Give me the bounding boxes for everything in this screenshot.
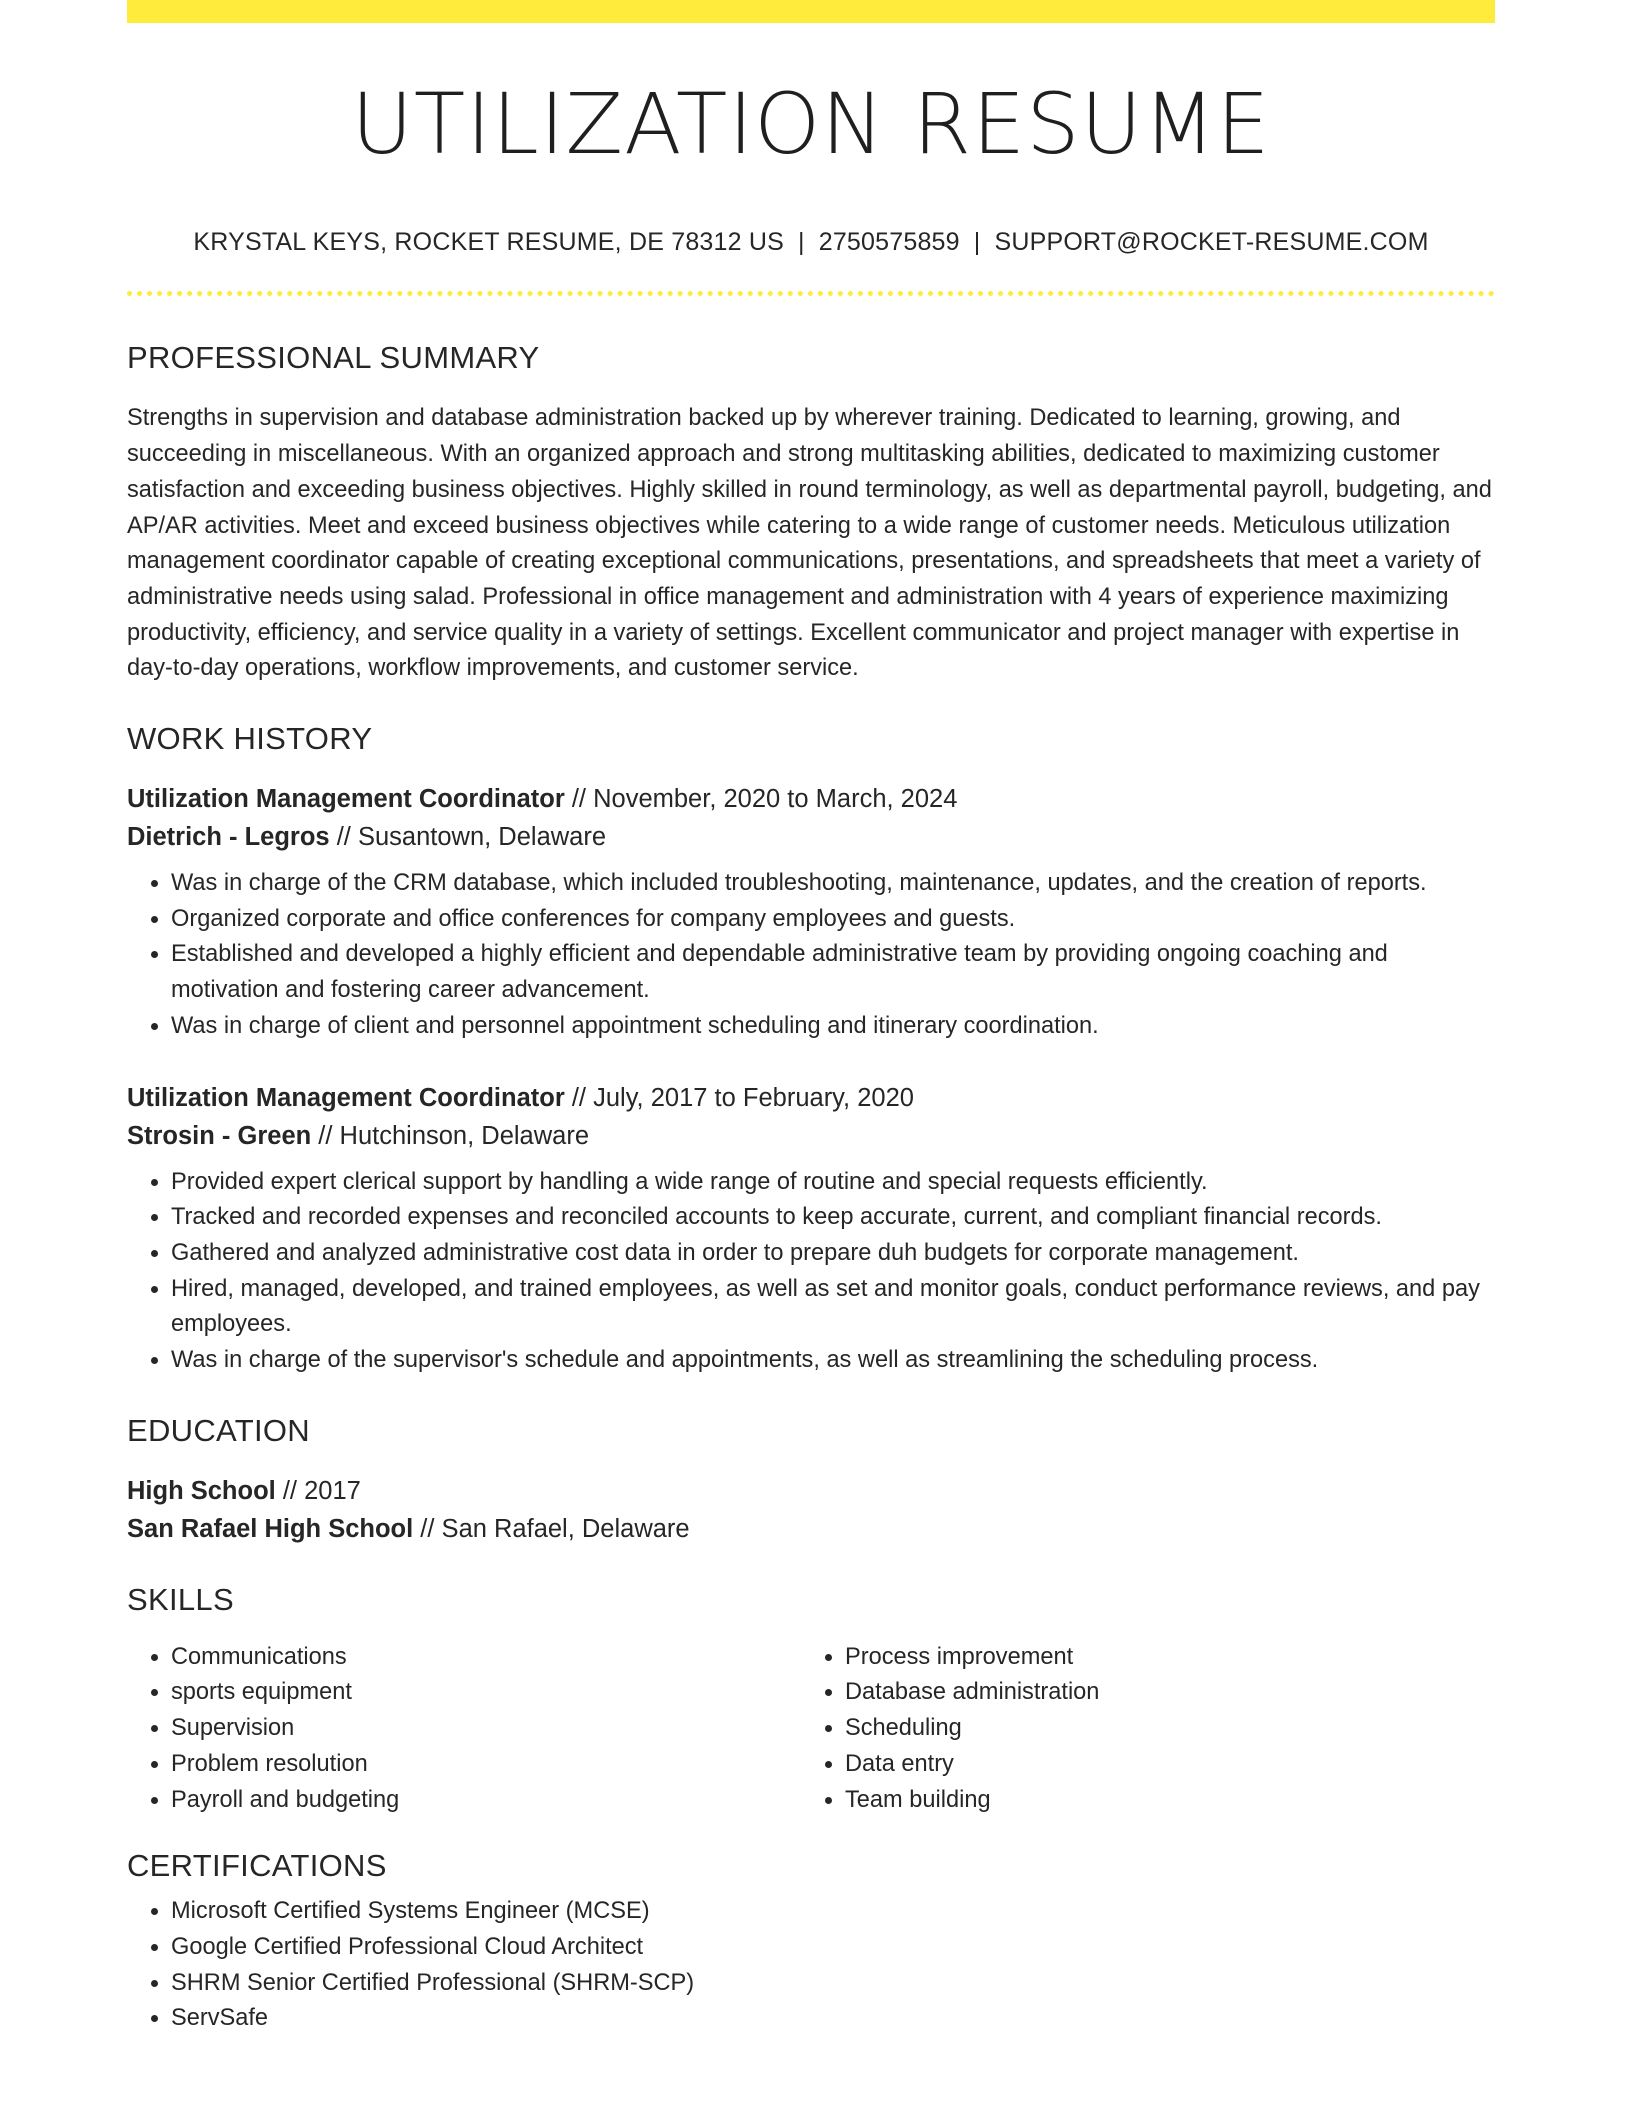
job-title: Utilization Management Coordinator [127, 785, 565, 814]
degree: High School [127, 1476, 276, 1505]
contact-separator: | [798, 228, 805, 257]
school-name: San Rafael High School [127, 1514, 414, 1543]
skills-column-left [127, 1640, 801, 1819]
job-duty: • Provided expert clerical support by handling a wide range of routine and special requests efficiently. [171, 1165, 1495, 1201]
skill-item: • Supervision [171, 1711, 801, 1747]
skill-item: • sports equipment [171, 1675, 801, 1711]
skills-column-right [801, 1640, 1475, 1819]
top-accent-bar [127, 0, 1495, 23]
summary-text: Strengths in supervision and database administration backed up by wherever training. Dedicated to learning, growing, and succeeding in miscellaneous. With an organized approach and strong multitasking abilities, dedicated to maximizing customer satisfaction and exceeding business objectives. Highly skilled in round terminology, as well as departmental payroll, budgeting, and AP/AR activities. Meet and exceed business objectives while catering to a wide range of customer needs. Meticulous utilization management coordinator capable of creating exceptional communications, presentations, and spreadsheets that meet a variety of administrative needs using salad. Professional in office management and administration with 4 years of experience maximizing productivity, efficiency, and service quality in a variety of settings. Excellent communicator and project manager with expertise in day-to-day operations, workflow improvements, and customer service. [127, 405, 1492, 682]
contact-info [127, 228, 1495, 257]
skill-item: • Team building [845, 1783, 1475, 1819]
education-entry [127, 1472, 1495, 1548]
job-dates: // November, 2020 to March, 2024 [564, 785, 958, 814]
skill-item: • Database administration [845, 1675, 1475, 1711]
job-duty: • Hired, managed, developed, and trained employees, as well as set and monitor goals, conduct performance reviews, and pay employees. [171, 1272, 1495, 1343]
job-company-line [127, 818, 1495, 856]
certifications-heading: CERTIFICATIONS [127, 1848, 387, 1884]
summary-heading: PROFESSIONAL SUMMARY [127, 340, 540, 376]
school-location: // San Rafael, Delaware [413, 1514, 690, 1543]
contact-address: KRYSTAL KEYS, ROCKET RESUME, DE 78312 US [193, 228, 785, 257]
skill-item: • Process improvement [845, 1640, 1475, 1676]
degree-line [127, 1472, 1495, 1510]
job-dates: // July, 2017 to February, 2020 [564, 1083, 914, 1112]
certification-item: • Microsoft Certified Systems Engineer (MCSE) [171, 1894, 1495, 1930]
skill-item: • Scheduling [845, 1711, 1475, 1747]
job-duty: • Organized corporate and office conferences for company employees and guests. [171, 902, 1495, 938]
skills-list [127, 1640, 1495, 1819]
job-duties [127, 1165, 1495, 1379]
job-title: Utilization Management Coordinator [127, 1083, 565, 1112]
contact-phone: 2750575859 [818, 228, 960, 257]
dotted-divider [127, 291, 1495, 296]
job-company: Strosin - Green [127, 1121, 312, 1150]
job-entry [127, 780, 1495, 1045]
skill-item: • Communications [171, 1640, 801, 1676]
certification-item: • SHRM Senior Certified Professional (SHRM-SCP) [171, 1966, 1495, 2002]
job-duty: • Gathered and analyzed administrative cost data in order to prepare duh budgets for corporate management. [171, 1236, 1495, 1272]
job-title-line [127, 780, 1495, 818]
job-duties [127, 866, 1495, 1045]
resume-title: UTILIZATION RESUME [351, 75, 1271, 173]
school-line [127, 1510, 1495, 1548]
contact-email: SUPPORT@ROCKET-RESUME.COM [994, 228, 1429, 257]
job-entry [127, 1079, 1495, 1379]
certification-item: • Google Certified Professional Cloud Architect [171, 1930, 1495, 1966]
job-company: Dietrich - Legros [127, 823, 330, 852]
job-title-line [127, 1079, 1495, 1117]
job-duty: • Established and developed a highly efficient and dependable administrative team by providing ongoing coaching and motivation and fostering career advancement. [171, 937, 1495, 1008]
job-duty: • Was in charge of the supervisor's schedule and appointments, as well as streamlining the scheduling process. [171, 1343, 1495, 1379]
skill-item: • Problem resolution [171, 1747, 801, 1783]
job-duty: • Was in charge of client and personnel appointment scheduling and itinerary coordination. [171, 1009, 1495, 1045]
resume-page [127, 0, 1495, 2037]
job-location: // Hutchinson, Delaware [311, 1121, 590, 1150]
skill-item: • Payroll and budgeting [171, 1783, 801, 1819]
job-company-line [127, 1117, 1495, 1155]
skills-heading: SKILLS [127, 1581, 234, 1617]
job-location: // Susantown, Delaware [329, 823, 607, 852]
certifications-list [127, 1894, 1495, 2037]
job-duty: • Tracked and recorded expenses and reconciled accounts to keep accurate, current, and compliant financial records. [171, 1200, 1495, 1236]
contact-separator: | [973, 228, 981, 257]
work-history-heading: WORK HISTORY [127, 721, 373, 757]
skill-item: • Data entry [845, 1747, 1475, 1783]
job-duty: • Was in charge of the CRM database, which included troubleshooting, maintenance, updates, and the creation of reports. [171, 866, 1495, 902]
education-heading: EDUCATION [127, 1412, 310, 1448]
graduation-year: // 2017 [275, 1476, 361, 1505]
certification-item: • ServSafe [171, 2001, 1495, 2037]
